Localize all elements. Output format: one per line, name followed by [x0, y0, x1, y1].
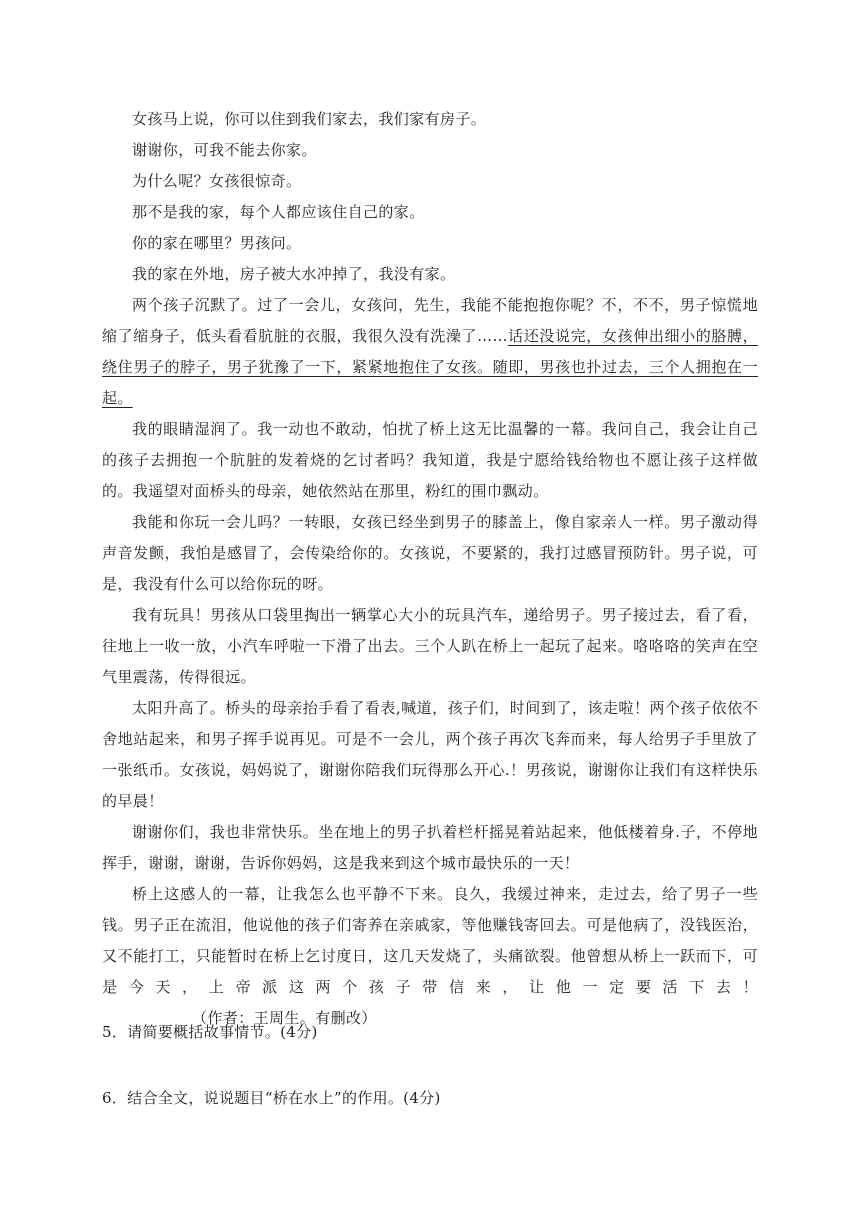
question-5: 5．请简要概括故事情节。(4分) [102, 1023, 318, 1041]
paragraph: 太阳升高了。桥头的母亲抬手看了看表,喊道，孩子们，时间到了，该走啦！两个孩子依依不舍地站起来，和男子挥手说再见。可是不一会儿，两个孩子再次飞奔而来，每人给男子手里放了一张纸币。女孩说，妈妈说了，谢谢你陪我们玩得那么开心.！男孩说，谢谢你让我们有这样快乐的早晨！ [102, 699, 758, 810]
author-credit: （作者：王周生。有删改） [192, 1009, 377, 1027]
paragraph: 你的家在哪里？男孩问。 [132, 234, 302, 252]
paragraph [102, 290, 758, 414]
story-text [102, 104, 758, 1034]
paragraph: 我的眼睛湿润了。我一动也不敢动，怕扰了桥上这无比温馨的一幕。我问自己，我会让自己的孩子去拥抱一个肮脏的发着烧的乞讨者吗？我知道，我是宁愿给钱给物也不愿让孩子这样做的。我遥望对面桥头的母亲，她依然站在那里，粉红的围巾飘动。 [102, 420, 758, 500]
paragraph: 为什么呢？女孩很惊奇。 [132, 172, 302, 190]
paragraph: 那不是我的家，每个人都应该住自己的家。 [132, 203, 425, 221]
paragraph: 谢谢你们，我也非常快乐。坐在地上的男子扒着栏杆摇晃着站起来，他低楼着身.子，不停地挥手，谢谢，谢谢，告诉你妈妈，这是我来到这个城市最快乐的一天！ [102, 823, 758, 872]
paragraph: 我能和你玩一会儿吗？一转眼，女孩已经坐到男子的膝盖上，像自家亲人一样。男子激动得声音发颤，我怕是感冒了，会传染给你的。女孩说，不要紧的，我打过感冒预防针。男子说，可是，我没有什么可以给你玩的呀。 [102, 513, 758, 593]
paragraph: 谢谢你，可我不能去你家。 [132, 141, 317, 159]
paragraph: 女孩马上说，你可以住到我们家去，我们家有房子。 [132, 110, 487, 128]
underlined-passage: 话还没说完，女孩伸出细小的胳膊，绕住男子的脖子，男子犹豫了一下，紧紧地抱住了女孩。随即，男孩也扑过去，三个人拥抱在一起。 [102, 327, 758, 407]
paragraph: 我的家在外地，房子被大水冲掉了，我没有家。 [132, 265, 456, 283]
paragraph-text: 桥上这感人的一幕，让我怎么也平静不下来。良久，我缓过神来，走过去，给了男子一些钱。男子正在流泪，他说他的孩子们寄养在亲戚家，等他赚钱寄回去。可是他病了，没钱医治，又不能打工，只能暂时在桥上乞讨度日，这几天发烧了，头痛欲裂。他曾想从桥上一跃而下，可是今天，上帝派这两个孩子带信来，让他一定要活下去！ [102, 885, 758, 996]
question-6: 6．结合全文，说说题目“桥在水上”的作用。(4分) [102, 1089, 441, 1107]
paragraph: 我有玩具！男孩从口袋里掏出一辆掌心大小的玩具汽车，递给男子。男子接过去，看了看，往地上一收一放，小汽车呼啦一下滑了出去。三个人趴在桥上一起玩了起来。咯咯咯的笑声在空气里震荡，传得很远。 [102, 606, 758, 686]
paragraph-text: 两个孩子沉默了。过了一会儿，女孩问，先生，我能不能抱抱你呢？不，不不，男子惊慌地缩了缩身子，低头看看肮脏的衣服，我很久没有洗澡了…… [102, 296, 758, 345]
paragraph [102, 879, 758, 1034]
